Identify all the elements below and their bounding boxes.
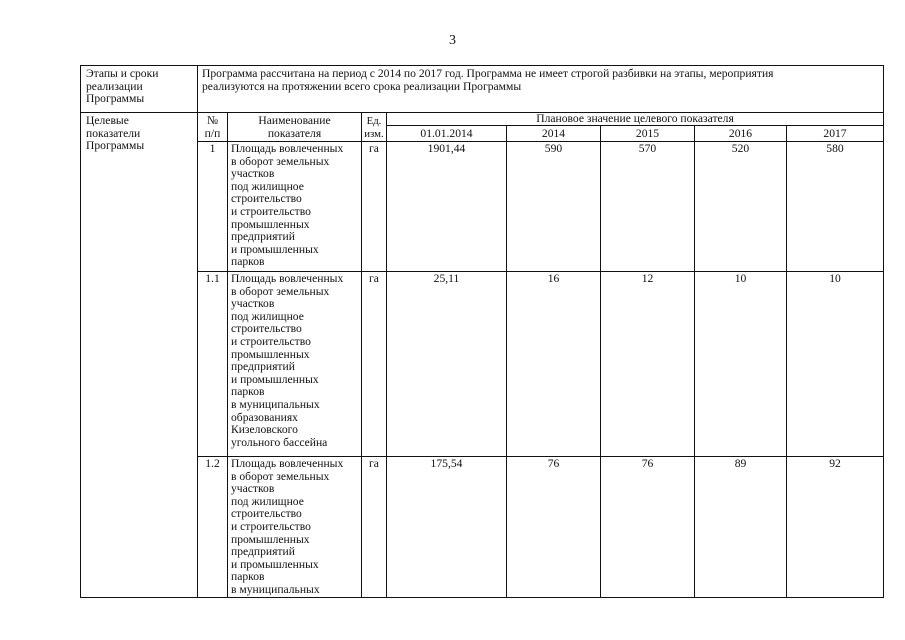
column-header-year: 2014 — [541, 127, 566, 140]
stages-label: Этапы и сроки реализации Программы — [86, 67, 159, 106]
table-bottom-border — [80, 597, 884, 598]
year-2015-column-border — [694, 125, 695, 598]
table-row-value: 1901,44 — [427, 142, 466, 155]
table-row-name: Площадь вовлеченных в оборот земельных участков под жилищное строительство и строительство промышленных предприятий и промышленных парков в муниципальных образованиях Кизеловского угольного бассейна — [231, 272, 344, 449]
column-header-year: 2016 — [728, 127, 753, 140]
table-row-value: 570 — [638, 142, 657, 155]
name-column-border — [361, 112, 362, 598]
table-row-value: 76 — [547, 457, 560, 470]
table-row-value: 520 — [731, 142, 750, 155]
table-row-value: 10 — [829, 272, 841, 285]
column-header-name: Наименование показателя — [258, 114, 331, 140]
table-row-value: 92 — [829, 457, 841, 470]
stages-text: Программа рассчитана на период с 2014 по 2017 год. Программа не имеет строгой разбивки на этапы, мероприятия реализуются на протяжении всего срока реализации Программы — [202, 67, 774, 93]
indicators-label: Целевые показатели Программы — [86, 114, 145, 153]
num-column-border — [227, 112, 228, 598]
table-right-border — [883, 65, 884, 598]
table-row-value: 10 — [734, 272, 747, 285]
table-row-unit: га — [369, 457, 379, 470]
table-row-name: Площадь вовлеченных в оборот земельных участков под жилищное строительство и строительство промышленных предприятий и промышленных парков в муниципальных — [231, 457, 344, 596]
table-row-value: 25,11 — [433, 272, 460, 285]
page-number: 3 — [449, 33, 456, 48]
table-row-name: Площадь вовлеченных в оборот земельных участков под жилищное строительство и строительство промышленных предприятий и промышленных парков — [231, 142, 344, 269]
table-row-unit: га — [369, 272, 379, 285]
table-row-value: 89 — [734, 457, 747, 470]
year-2016-column-border — [786, 125, 787, 598]
table-top-border — [80, 65, 884, 66]
table-row-value: 175,54 — [430, 457, 463, 470]
table-row-value: 16 — [547, 272, 560, 285]
table-row-num: 1.1 — [205, 272, 220, 285]
column-header-year: 2015 — [635, 127, 660, 140]
base-year-column-border — [506, 125, 507, 598]
unit-column-border — [386, 112, 387, 598]
table-row-value: 590 — [544, 142, 563, 155]
table-row-unit: га — [369, 142, 379, 155]
table-row-value: 76 — [641, 457, 654, 470]
column-header-year: 2017 — [823, 127, 847, 140]
table-row-value: 12 — [641, 272, 654, 285]
column-header-num: № п/п — [204, 114, 221, 140]
year-2014-column-border — [600, 125, 601, 598]
table-row-value: 580 — [826, 142, 844, 155]
column-header-planned: Плановое значение целевого показателя — [536, 112, 734, 125]
column-header-unit: Ед. изм. — [364, 115, 384, 140]
table-row-num: 1.2 — [205, 457, 220, 470]
program-passport-table — [80, 65, 884, 598]
table-left-border — [80, 65, 81, 598]
table-row-num: 1 — [209, 142, 216, 155]
column-header-year: 01.01.2014 — [420, 127, 473, 140]
